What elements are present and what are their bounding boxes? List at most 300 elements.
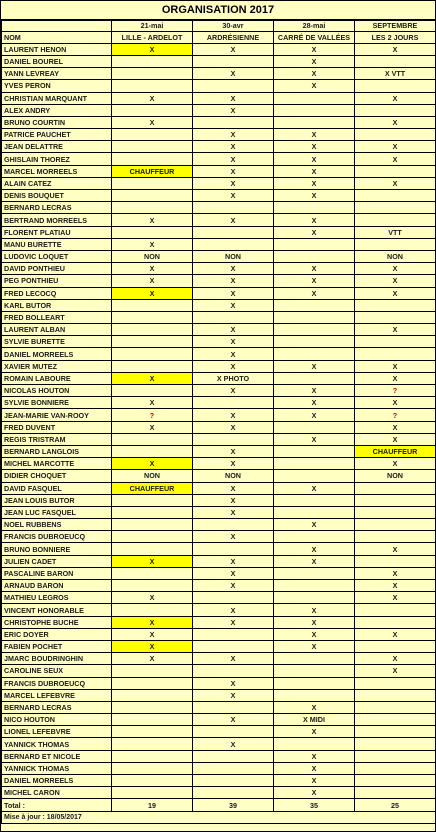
participation-cell xyxy=(274,567,355,579)
table-row xyxy=(2,750,436,762)
participation-cell xyxy=(355,129,436,141)
participation-cell: X xyxy=(355,263,436,275)
table-row xyxy=(2,506,436,518)
participation-cell xyxy=(274,653,355,665)
participation-cell xyxy=(274,689,355,701)
table-row xyxy=(2,226,436,238)
participation-cell: X xyxy=(355,43,436,55)
participation-cell xyxy=(112,68,193,80)
name-cell: FRED BOLLEART xyxy=(2,311,112,323)
participation-cell xyxy=(274,470,355,482)
participation-cell: X xyxy=(112,458,193,470)
name-cell: NOEL RUBBENS xyxy=(2,519,112,531)
total-cell: 35 xyxy=(274,799,355,811)
participation-cell: X xyxy=(355,287,436,299)
participation-cell xyxy=(193,433,274,445)
table-row xyxy=(2,55,436,67)
name-cell: DIDIER CHOQUET xyxy=(2,470,112,482)
participation-cell xyxy=(274,116,355,128)
participation-cell: X xyxy=(112,372,193,384)
participation-cell xyxy=(274,336,355,348)
total-cell: 39 xyxy=(193,799,274,811)
participation-cell xyxy=(355,336,436,348)
participation-cell xyxy=(355,190,436,202)
table-row xyxy=(2,726,436,738)
participation-cell: X xyxy=(355,372,436,384)
participation-cell xyxy=(193,665,274,677)
name-cell: FLORENT PLATIAU xyxy=(2,226,112,238)
participation-cell xyxy=(355,104,436,116)
table-row xyxy=(2,336,436,348)
participation-cell: X xyxy=(193,421,274,433)
name-cell: FABIEN POCHET xyxy=(2,640,112,652)
participation-cell: NON xyxy=(355,470,436,482)
participation-cell: X xyxy=(274,519,355,531)
participation-cell xyxy=(355,311,436,323)
table-row xyxy=(2,701,436,713)
participation-cell: X xyxy=(274,433,355,445)
participation-cell: X xyxy=(112,421,193,433)
total-cell: 25 xyxy=(355,799,436,811)
participation-cell: X xyxy=(355,653,436,665)
participation-cell: X xyxy=(274,129,355,141)
participation-cell: X xyxy=(193,165,274,177)
participation-cell: X xyxy=(112,287,193,299)
participation-cell: X xyxy=(274,726,355,738)
participation-cell xyxy=(112,531,193,543)
participation-cell: X xyxy=(193,104,274,116)
participation-cell: X xyxy=(193,616,274,628)
participation-cell xyxy=(193,519,274,531)
header-events-row xyxy=(2,32,436,43)
table-row xyxy=(2,324,436,336)
table-row xyxy=(2,628,436,640)
participation-cell xyxy=(193,787,274,799)
participation-cell xyxy=(355,55,436,67)
table-row xyxy=(2,214,436,226)
participation-cell xyxy=(193,80,274,92)
participation-cell: X xyxy=(193,567,274,579)
participation-cell: ? xyxy=(355,385,436,397)
name-cell: CHRISTIAN MARQUANT xyxy=(2,92,112,104)
participation-cell: X xyxy=(274,750,355,762)
participation-cell: X xyxy=(193,360,274,372)
participation-cell: X xyxy=(274,287,355,299)
participation-cell: X xyxy=(274,141,355,153)
participation-cell: NON xyxy=(112,250,193,262)
table-row xyxy=(2,299,436,311)
participation-cell xyxy=(112,80,193,92)
participation-cell xyxy=(274,531,355,543)
header-event-cell: LILLE - ARDELOT xyxy=(112,32,193,43)
participation-cell: X xyxy=(274,214,355,226)
participation-cell: X xyxy=(274,397,355,409)
participation-cell: X xyxy=(112,592,193,604)
participation-cell xyxy=(193,640,274,652)
participation-cell xyxy=(193,311,274,323)
participation-cell xyxy=(355,689,436,701)
participation-cell xyxy=(274,458,355,470)
table-row xyxy=(2,567,436,579)
table-row xyxy=(2,665,436,677)
table-row xyxy=(2,287,436,299)
table-row xyxy=(2,482,436,494)
participation-cell xyxy=(112,726,193,738)
table-row xyxy=(2,238,436,250)
participation-cell: X xyxy=(112,397,193,409)
participation-cell xyxy=(355,165,436,177)
name-cell: MICHEL MARCOTTE xyxy=(2,458,112,470)
participation-cell xyxy=(274,311,355,323)
participation-cell: CHAUFFEUR xyxy=(355,445,436,457)
participation-cell: X xyxy=(355,580,436,592)
participation-cell xyxy=(274,580,355,592)
header-date-cell: 28-mai xyxy=(274,21,355,32)
name-cell: CAROLINE SEUX xyxy=(2,665,112,677)
name-cell: FRED LECOCQ xyxy=(2,287,112,299)
participation-cell xyxy=(355,214,436,226)
participation-cell xyxy=(112,141,193,153)
participation-cell: X xyxy=(193,324,274,336)
participation-cell: X xyxy=(193,677,274,689)
table-row xyxy=(2,92,436,104)
participation-cell xyxy=(193,762,274,774)
table-row xyxy=(2,311,436,323)
participation-cell: X xyxy=(274,263,355,275)
participation-cell: X xyxy=(112,263,193,275)
participation-cell: X xyxy=(193,348,274,360)
name-cell: CHRISTOPHE BUCHE xyxy=(2,616,112,628)
participation-cell: X xyxy=(355,567,436,579)
participation-cell: X xyxy=(355,628,436,640)
participation-cell: X xyxy=(274,555,355,567)
participation-cell xyxy=(112,360,193,372)
participation-cell: X xyxy=(274,616,355,628)
participation-cell xyxy=(274,92,355,104)
participation-cell: X xyxy=(193,531,274,543)
participation-cell: X xyxy=(274,640,355,652)
totals-label: Total : xyxy=(2,799,112,811)
participation-cell xyxy=(112,177,193,189)
participation-cell: X xyxy=(274,360,355,372)
table-row xyxy=(2,421,436,433)
name-cell: ARNAUD BARON xyxy=(2,580,112,592)
participation-cell: X xyxy=(355,397,436,409)
participation-cell xyxy=(112,677,193,689)
header-event-cell: LES 2 JOURS xyxy=(355,32,436,43)
participation-cell: X xyxy=(193,385,274,397)
participation-cell: X xyxy=(193,506,274,518)
participation-cell: X xyxy=(355,153,436,165)
name-cell: JEAN-MARIE VAN-ROOY xyxy=(2,409,112,421)
table-row xyxy=(2,470,436,482)
participation-cell xyxy=(112,580,193,592)
name-cell: KARL BUTOR xyxy=(2,299,112,311)
participation-cell xyxy=(274,104,355,116)
participation-cell: NON xyxy=(112,470,193,482)
participation-cell xyxy=(274,324,355,336)
participation-cell xyxy=(112,762,193,774)
participation-cell xyxy=(355,238,436,250)
participation-cell xyxy=(193,775,274,787)
name-cell: MATHIEU LEGROS xyxy=(2,592,112,604)
participation-cell xyxy=(274,592,355,604)
participation-cell: CHAUFFEUR xyxy=(112,482,193,494)
table-row xyxy=(2,775,436,787)
participation-cell xyxy=(355,640,436,652)
table-row xyxy=(2,348,436,360)
participation-cell xyxy=(274,738,355,750)
table-row xyxy=(2,762,436,774)
name-cell: VINCENT HONORABLE xyxy=(2,604,112,616)
participation-cell xyxy=(193,543,274,555)
participation-cell xyxy=(355,616,436,628)
table-row xyxy=(2,397,436,409)
table-body xyxy=(2,43,436,799)
name-cell: DANIEL MORREELS xyxy=(2,775,112,787)
name-cell: LIONEL LEFEBVRE xyxy=(2,726,112,738)
name-cell: MARCEL MORREELS xyxy=(2,165,112,177)
name-cell: DAVID PONTHIEU xyxy=(2,263,112,275)
participation-cell xyxy=(112,311,193,323)
name-cell: BERNARD ET NICOLE xyxy=(2,750,112,762)
table-row xyxy=(2,129,436,141)
participation-cell: X xyxy=(274,543,355,555)
table-row xyxy=(2,190,436,202)
name-cell: YANNICK THOMAS xyxy=(2,738,112,750)
name-cell: MANU BURETTE xyxy=(2,238,112,250)
participation-cell: X xyxy=(112,616,193,628)
participation-cell: X xyxy=(193,555,274,567)
sheet-title: ORGANISATION 2017 xyxy=(1,1,435,20)
table-row xyxy=(2,616,436,628)
name-cell: YVES PERON xyxy=(2,80,112,92)
table-row xyxy=(2,385,436,397)
table-row xyxy=(2,494,436,506)
name-cell: JMARC BOUDRINGHIN xyxy=(2,653,112,665)
name-cell: FRANCIS DUBROEUCQ xyxy=(2,677,112,689)
participation-cell xyxy=(112,689,193,701)
name-cell: DAVID FASQUEL xyxy=(2,482,112,494)
total-cell: 19 xyxy=(112,799,193,811)
table-row xyxy=(2,592,436,604)
header-date-cell xyxy=(2,21,112,32)
participation-cell xyxy=(112,55,193,67)
table-row xyxy=(2,250,436,262)
participation-cell xyxy=(112,543,193,555)
table-row xyxy=(2,104,436,116)
participation-cell: X xyxy=(355,324,436,336)
participation-cell: X xyxy=(274,701,355,713)
participation-cell: X xyxy=(274,762,355,774)
table-row xyxy=(2,177,436,189)
participation-cell: X xyxy=(112,555,193,567)
name-cell: JULIEN CADET xyxy=(2,555,112,567)
participation-cell: X xyxy=(274,226,355,238)
participation-cell xyxy=(193,726,274,738)
participation-cell: X xyxy=(112,275,193,287)
table-row xyxy=(2,116,436,128)
participation-cell: X xyxy=(355,360,436,372)
participation-cell: NON xyxy=(193,470,274,482)
table-row xyxy=(2,519,436,531)
participation-cell xyxy=(112,433,193,445)
participation-cell xyxy=(355,506,436,518)
participation-cell: X xyxy=(274,165,355,177)
participation-cell: X xyxy=(355,92,436,104)
participation-cell xyxy=(112,701,193,713)
participation-cell: X xyxy=(193,287,274,299)
participation-cell xyxy=(355,701,436,713)
participation-cell: X xyxy=(193,445,274,457)
participation-cell: X xyxy=(355,141,436,153)
participation-cell xyxy=(355,775,436,787)
participation-cell: X xyxy=(193,604,274,616)
table-row xyxy=(2,68,436,80)
table-row xyxy=(2,738,436,750)
participation-cell xyxy=(274,348,355,360)
table-row xyxy=(2,153,436,165)
participation-cell xyxy=(112,129,193,141)
participation-cell: X xyxy=(112,640,193,652)
participation-cell: X xyxy=(193,299,274,311)
participation-cell xyxy=(274,372,355,384)
participation-cell xyxy=(355,787,436,799)
participation-cell xyxy=(193,628,274,640)
participation-cell xyxy=(355,677,436,689)
update-row xyxy=(2,811,436,823)
participation-cell xyxy=(355,714,436,726)
participation-cell xyxy=(112,604,193,616)
name-cell: LAURENT ALBAN xyxy=(2,324,112,336)
participation-cell xyxy=(355,726,436,738)
participation-cell: X xyxy=(274,787,355,799)
table-row xyxy=(2,372,436,384)
participation-cell: X xyxy=(193,494,274,506)
participation-cell xyxy=(274,250,355,262)
participation-cell: X xyxy=(193,129,274,141)
name-cell: ERIC DOYER xyxy=(2,628,112,640)
participation-cell: X xyxy=(274,190,355,202)
participation-cell xyxy=(112,299,193,311)
participation-cell: X xyxy=(355,177,436,189)
participation-cell xyxy=(274,202,355,214)
participation-cell: X xyxy=(274,177,355,189)
participation-cell: X xyxy=(193,92,274,104)
participation-cell xyxy=(193,238,274,250)
participation-cell xyxy=(112,104,193,116)
participation-cell xyxy=(112,775,193,787)
participation-cell: X xyxy=(193,43,274,55)
participation-cell: X xyxy=(193,482,274,494)
participation-cell: X MIDI xyxy=(274,714,355,726)
participation-cell: X xyxy=(193,214,274,226)
name-cell: MICHEL CARON xyxy=(2,787,112,799)
participation-cell: X xyxy=(193,263,274,275)
name-cell: ALEX ANDRY xyxy=(2,104,112,116)
participation-cell: X xyxy=(193,275,274,287)
participation-cell xyxy=(274,421,355,433)
table-row xyxy=(2,604,436,616)
participation-cell xyxy=(193,116,274,128)
table-row xyxy=(2,141,436,153)
participation-cell xyxy=(355,482,436,494)
table-row xyxy=(2,433,436,445)
participation-cell: X xyxy=(193,689,274,701)
participation-cell: X xyxy=(193,190,274,202)
name-cell: PATRICE PAUCHET xyxy=(2,129,112,141)
participation-cell xyxy=(355,494,436,506)
participation-cell: X xyxy=(193,153,274,165)
name-cell: NICO HOUTON xyxy=(2,714,112,726)
header-event-cell: CARRÉ DE VALLÉES xyxy=(274,32,355,43)
table-row xyxy=(2,543,436,555)
participation-cell xyxy=(112,385,193,397)
table-row xyxy=(2,458,436,470)
participation-cell: X xyxy=(274,43,355,55)
participation-cell xyxy=(355,519,436,531)
participation-cell: X xyxy=(112,43,193,55)
participation-cell: X xyxy=(112,238,193,250)
name-cell: NICOLAS HOUTON xyxy=(2,385,112,397)
table-row xyxy=(2,689,436,701)
participation-cell xyxy=(112,190,193,202)
name-cell: BERNARD LECRAS xyxy=(2,202,112,214)
table-row xyxy=(2,360,436,372)
participation-cell: X xyxy=(193,714,274,726)
participation-cell: X xyxy=(274,409,355,421)
participation-cell xyxy=(112,738,193,750)
participation-cell: NON xyxy=(193,250,274,262)
participation-cell xyxy=(112,506,193,518)
participation-cell: X xyxy=(355,421,436,433)
participation-cell: X xyxy=(355,116,436,128)
participation-cell: NON xyxy=(355,250,436,262)
participation-cell xyxy=(193,55,274,67)
participation-cell: X xyxy=(355,275,436,287)
participation-cell xyxy=(355,202,436,214)
participation-cell: X xyxy=(274,628,355,640)
participation-cell xyxy=(112,750,193,762)
participation-cell: X xyxy=(193,653,274,665)
participation-cell: X xyxy=(355,543,436,555)
participation-cell xyxy=(355,738,436,750)
participation-cell: X xyxy=(112,214,193,226)
header-dates-row xyxy=(2,21,436,32)
name-cell: DENIS BOUQUET xyxy=(2,190,112,202)
participation-cell xyxy=(274,299,355,311)
name-cell: LUDOVIC LOQUET xyxy=(2,250,112,262)
participation-cell: X xyxy=(112,92,193,104)
participation-cell: X xyxy=(274,80,355,92)
name-cell: SYLVIE BURETTE xyxy=(2,336,112,348)
table-row xyxy=(2,677,436,689)
participation-cell xyxy=(193,701,274,713)
participation-cell: X xyxy=(274,153,355,165)
participation-cell: X xyxy=(274,55,355,67)
participation-cell xyxy=(355,604,436,616)
name-cell: ROMAIN LABOURE xyxy=(2,372,112,384)
participation-cell xyxy=(193,592,274,604)
table-row xyxy=(2,409,436,421)
name-cell: GHISLAIN THOREZ xyxy=(2,153,112,165)
table-row xyxy=(2,640,436,652)
table-row xyxy=(2,43,436,55)
table-row xyxy=(2,555,436,567)
table-row xyxy=(2,275,436,287)
header-date-cell: 21-mai xyxy=(112,21,193,32)
participation-cell: X xyxy=(193,409,274,421)
